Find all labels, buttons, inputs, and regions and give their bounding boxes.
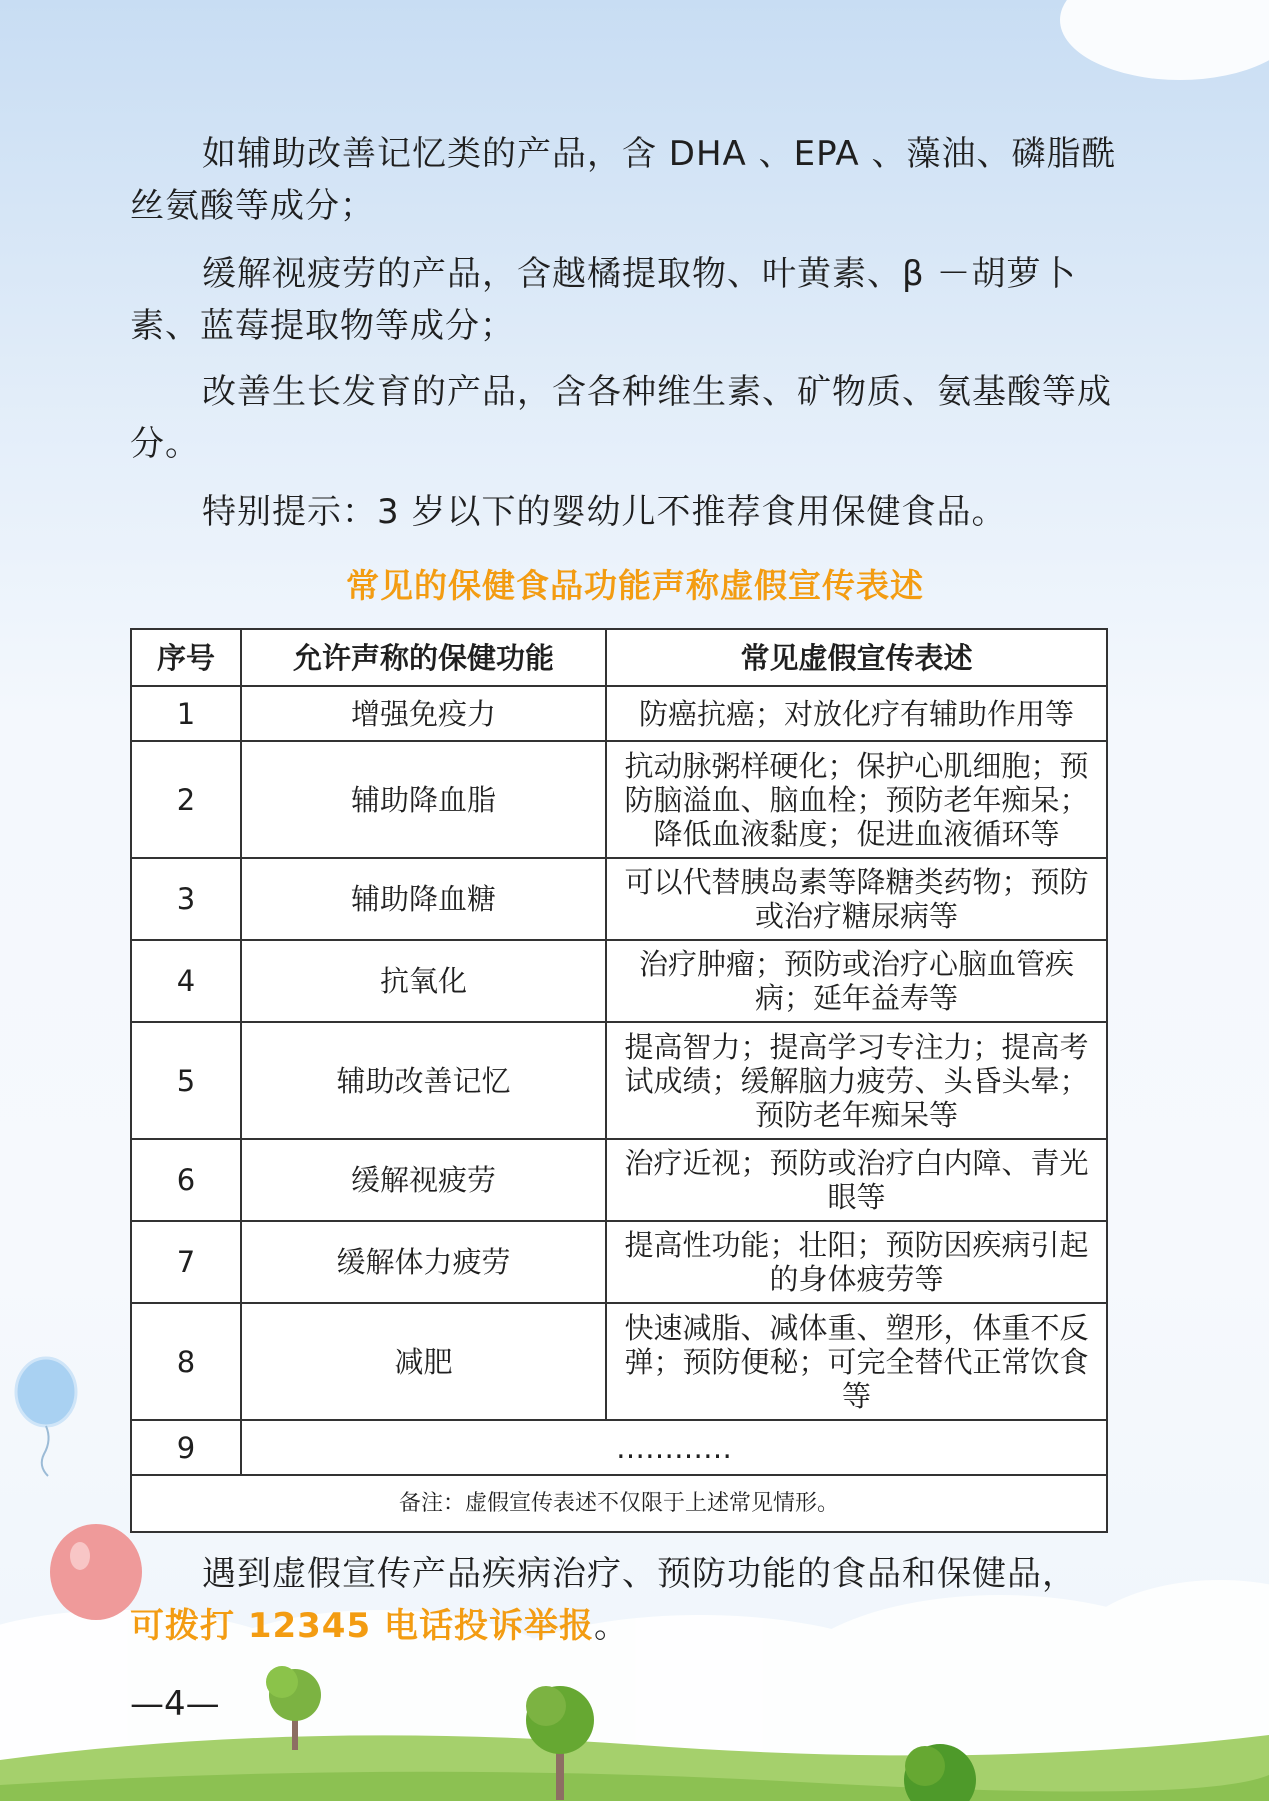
table-note-row [131,1475,1107,1532]
special-notice [130,486,1140,538]
paragraph-growth [130,366,1140,470]
row-claim: 提高智力；提高学习专注力；提高考试成绩；缓解脑力疲劳、头昏头晕；预防老年痴呆等 [606,1022,1107,1139]
header-claim: 常见虚假宣传表述 [606,629,1107,686]
table-row [131,1022,1107,1139]
paragraph-text: 特别提示：3 岁以下的婴幼儿不推荐食用保健食品。 [202,492,1007,532]
hotline-text: 可拨打 12345 电话投诉举报 [130,1606,594,1646]
paragraph-text: 改善生长发育的产品，含各种维生素、矿物质、氨基酸等成分。 [130,372,1112,464]
row-num: 7 [131,1221,241,1303]
complaint-paragraph [130,1548,1140,1652]
row-num: 9 [131,1420,241,1475]
row-function: 缓解体力疲劳 [241,1221,606,1303]
table-note: 备注：虚假宣传表述不仅限于上述常见情形。 [131,1475,1107,1532]
table-row [131,1303,1107,1420]
row-function: 辅助降血糖 [241,858,606,940]
table-row [131,741,1107,858]
claims-table [130,628,1108,1533]
row-num: 4 [131,940,241,1022]
table-row [131,858,1107,940]
row-function: 抗氧化 [241,940,606,1022]
table-row [131,686,1107,741]
row-function: 辅助降血脂 [241,741,606,858]
page-number: —4— [130,1684,220,1724]
row-function: 减肥 [241,1303,606,1420]
paragraph-eyesight [130,248,1140,352]
row-function: 缓解视疲劳 [241,1139,606,1221]
table-row [131,1221,1107,1303]
row-num: 3 [131,858,241,940]
row-ellipsis: ………… [241,1420,1107,1475]
row-num: 5 [131,1022,241,1139]
table-row [131,1420,1107,1475]
complaint-end: 。 [593,1606,629,1646]
table-title: 常见的保健食品功能声称虚假宣传表述 [346,566,924,605]
paragraph-text: 缓解视疲劳的产品，含越橘提取物、叶黄素、β －胡萝卜素、蓝莓提取物等成分； [130,254,1077,346]
paragraph-text: 如辅助改善记忆类的产品，含 DHA 、EPA 、藻油、磷脂酰丝氨酸等成分； [130,134,1117,226]
paragraph-memory [130,128,1140,232]
table-header-row [131,629,1107,686]
row-function: 增强免疫力 [241,686,606,741]
row-num: 8 [131,1303,241,1420]
row-claim: 可以代替胰岛素等降糖类药物；预防或治疗糖尿病等 [606,858,1107,940]
row-num: 1 [131,686,241,741]
row-claim: 防癌抗癌；对放化疗有辅助作用等 [606,686,1107,741]
table-row [131,1139,1107,1221]
row-claim: 治疗近视；预防或治疗白内障、青光眼等 [606,1139,1107,1221]
header-num: 序号 [131,629,241,686]
complaint-text: 遇到虚假宣传产品疾病治疗、预防功能的食品和保健品， [202,1554,1077,1594]
row-claim: 抗动脉粥样硬化；保护心肌细胞；预防脑溢血、脑血栓；预防老年痴呆；降低血液黏度；促进血液循环等 [606,741,1107,858]
row-claim: 治疗肿瘤；预防或治疗心脑血管疾病；延年益寿等 [606,940,1107,1022]
row-function: 辅助改善记忆 [241,1022,606,1139]
row-claim: 快速减脂、减体重、塑形，体重不反弹；预防便秘；可完全替代正常饮食等 [606,1303,1107,1420]
row-num: 6 [131,1139,241,1221]
row-claim: 提高性功能；壮阳；预防因疾病引起的身体疲劳等 [606,1221,1107,1303]
row-num: 2 [131,741,241,858]
table-row [131,940,1107,1022]
header-function: 允许声称的保健功能 [241,629,606,686]
